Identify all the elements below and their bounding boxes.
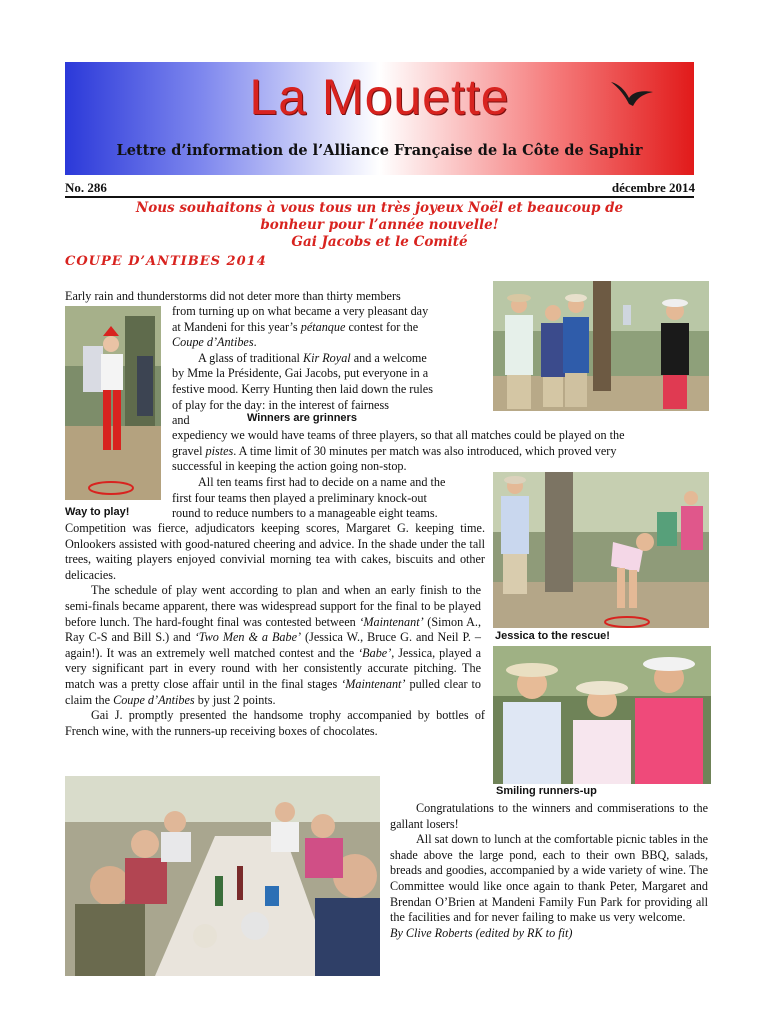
photo-runners-up [493, 646, 711, 784]
text-line: gravel pistes. A time limit of 30 minutes per match was also introduced, which proved very [172, 443, 617, 458]
article-byline: By Clive Roberts (edited by RK to fit) [390, 925, 573, 940]
seagull-icon [609, 76, 655, 110]
article-right-column [390, 801, 708, 941]
text-line: Early rain and thunderstorms did not deter more than thirty members [65, 289, 401, 303]
paragraph-congratulations: Congratulations to the winners and commiserations to the gallant losers! [390, 801, 708, 831]
caption-way-to-play: Way to play! [65, 506, 130, 518]
text-line: Coupe d’Antibes. [172, 335, 257, 350]
newsletter-subtitle: Lettre d’information de l’Alliance Française de la Côte de Saphir [116, 142, 643, 159]
greeting-signature: Gai Jacobs et le Comité [291, 234, 468, 250]
greeting-line-2: bonheur pour l’année nouvelle! [260, 217, 499, 233]
text-line: round to reduce numbers to a manageable eight teams. [172, 506, 438, 520]
text-line: All ten teams first had to decide on a name and the [198, 475, 446, 489]
issue-number: No. 286 [65, 180, 107, 195]
greeting-line-1: Nous souhaitons à vous tous un très joyeux Noël et beaucoup de [135, 200, 624, 216]
paragraph-trophy: Gai J. promptly presented the handsome trophy accompanied by bottles of French wine, with the runners-up receiving boxes of chocolates. [65, 708, 485, 738]
text-line: first four teams then played a preliminary knock-out [172, 490, 427, 505]
header-divider [65, 196, 694, 198]
text-line: successful in keeping the action going non-stop. [172, 459, 407, 474]
paragraph-lunch: All sat down to lunch at the comfortable picnic tables in the shade above the large pond, each to their own BBQ, salads, breads and goodies, accompanied by a wide variety of wine. The Committee would like once again to thank Peter, Margaret and Brendan O’Brien at Mandeni Family Fun Park for providing all the facilities and for never failing to make us very welcome. By Clive Roberts (edited by RK to fit) [390, 832, 708, 940]
text-line: at Mandeni for this year’s pétanque contest for the [172, 319, 419, 334]
photo-lunch [65, 776, 380, 976]
photo-winners [493, 281, 709, 411]
paragraph-final: The schedule of play went according to plan and when an early finish to the semi-finals became apparent, there was widespread support for the final to be played before lunch. The hard-fought final was contested between ‘Maintenant’ (Simon A., Ray C-S and Bill S.) and ‘Two Men & a Babe’ (Jessica W., Bruce G. and Neil P. – again!). It was an extremely well matched contest and the ‘Babe’, Jessica, played a very significant part in every round with her consistently accurate pitching. The match was a pretty close affair until in the final stages ‘Maintenant’ pulled clear to claim the Coupe d’Antibes by just 2 points. [65, 583, 482, 707]
article-col-beside-photo-2 [172, 475, 485, 506]
article-wide-block [172, 428, 709, 475]
issue-date: décembre 2014 [611, 180, 695, 195]
photo-jessica [493, 472, 709, 628]
caption-jessica: Jessica to the rescue! [495, 630, 610, 642]
text-line: of play for the day: in the interest of fairness [172, 397, 389, 412]
text-line: Competition was fierce, adjudicators keeping scores, Margaret G. keeping time. Onlookers assisted with good-natured cheering and advice. In the shade under the tall trees, waiting players enjoyed convivial morning tea with cakes, biscuits and other delicacies. [65, 521, 485, 582]
article-col-beside-photo [172, 304, 485, 429]
article-left-column [65, 521, 485, 739]
article-intro [65, 289, 485, 305]
article-line-after-caption [172, 506, 485, 522]
holiday-greeting [65, 200, 694, 251]
newsletter-title: La Mouette [249, 69, 510, 125]
text-line: A glass of traditional Kir Royal and a welcome [198, 350, 427, 365]
text-line: expediency we would have teams of three players, so that all matches could be played on the [172, 428, 625, 442]
article-heading: COUPE D’ANTIBES 2014 [65, 254, 267, 269]
caption-winners: Winners are grinners [247, 412, 357, 424]
text-line: festive mood. Kerry Hunting then laid down the rules [172, 381, 433, 396]
text-line: from turning up on what became a very pleasant day [172, 304, 429, 318]
caption-runners-up: Smiling runners-up [496, 785, 597, 797]
masthead [65, 62, 694, 175]
text-line: by Mme la Présidente, Gai Jacobs, put everyone in a [172, 366, 429, 381]
photo-way-to-play [65, 306, 161, 500]
text-line: and [172, 413, 190, 428]
